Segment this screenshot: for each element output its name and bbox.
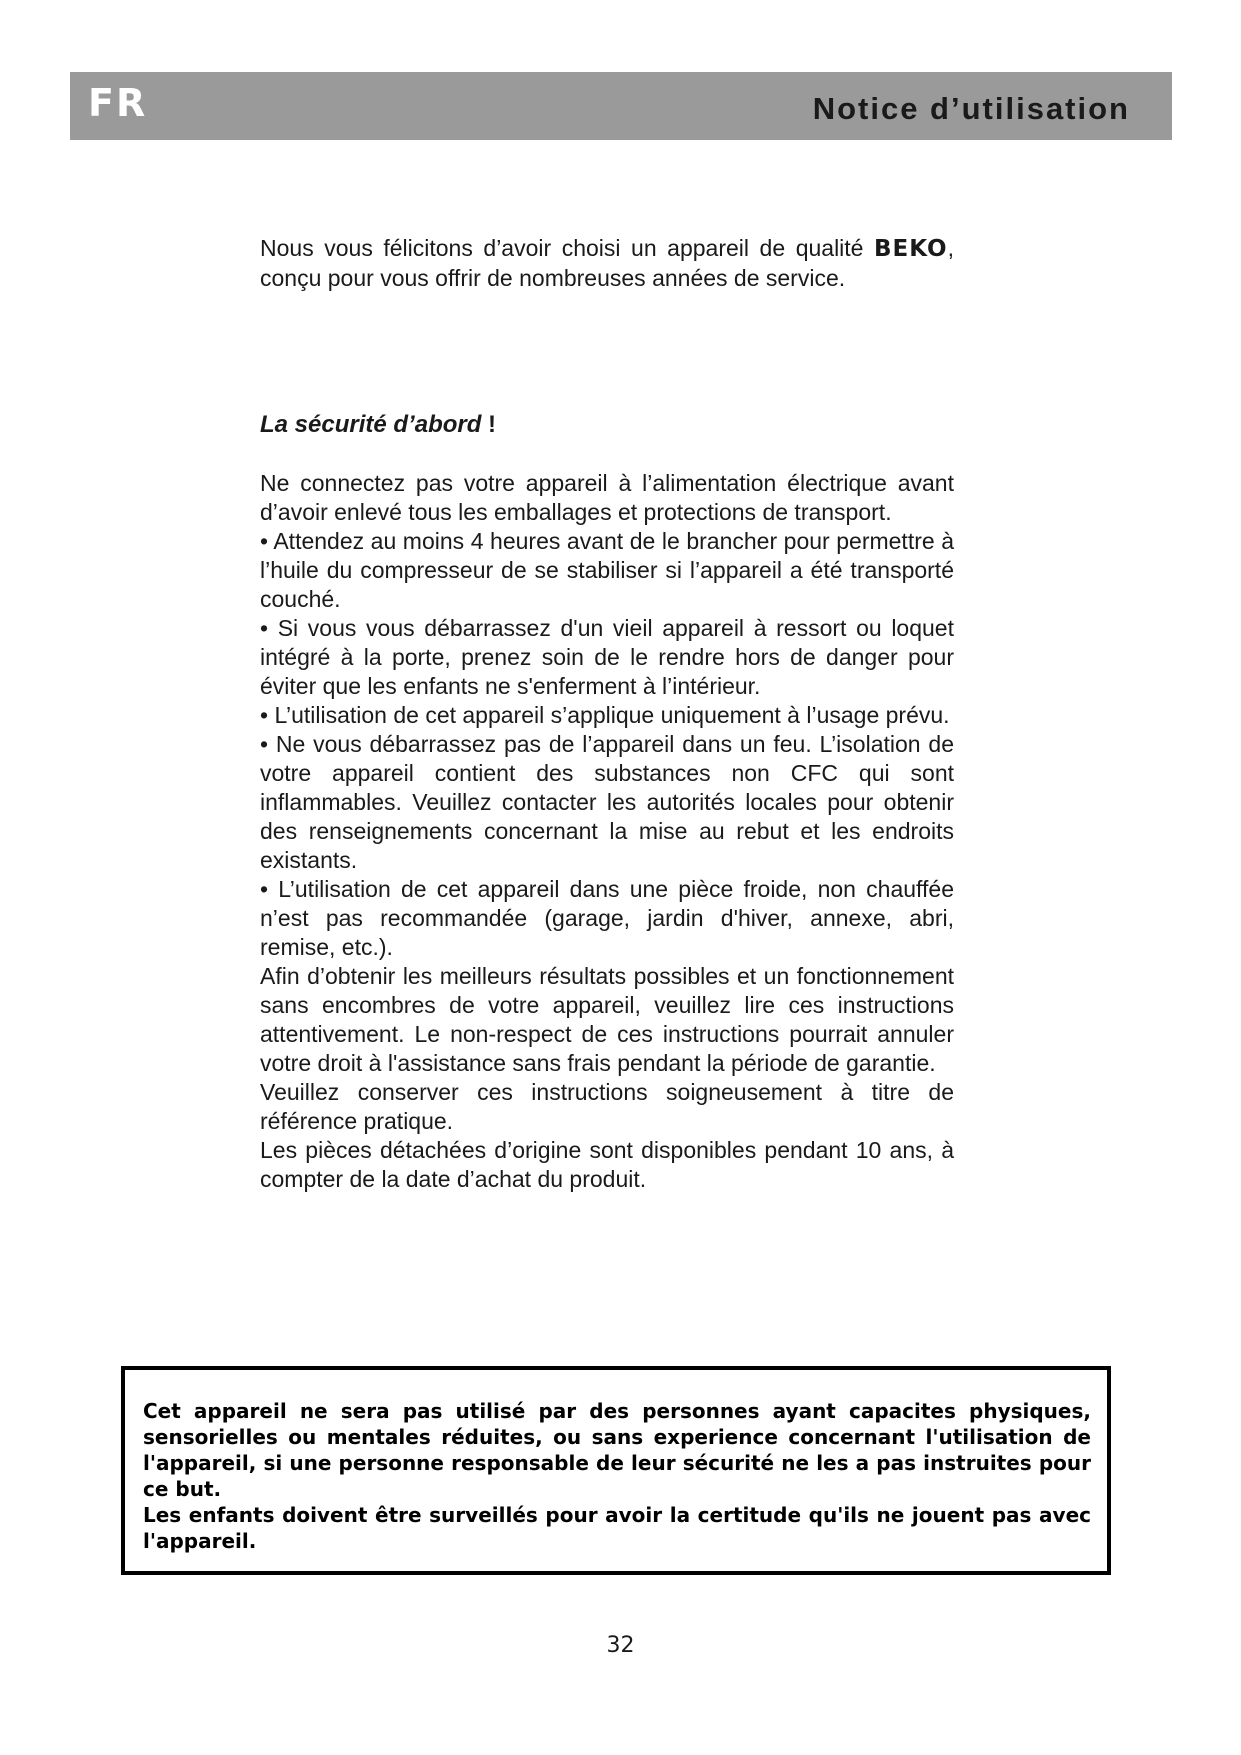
warning-children: Les enfants doivent être surveillés pour avoir la certitude qu'ils ne jouent pas avec l'appareil.: [143, 1503, 1091, 1553]
paragraph-keep-instructions: Veuillez conserver ces instructions soigneusement à titre de référence pratique.: [260, 1079, 954, 1134]
paragraph-unpack: Ne connectez pas votre appareil à l’alimentation électrique avant d’avoir enlevé tous les emballages et protections de transport.: [260, 470, 954, 525]
safety-instructions: [260, 469, 954, 1194]
section-heading: [260, 410, 496, 440]
section-heading-text: La sécurité d’abord: [260, 411, 482, 438]
warning-box: [121, 1366, 1111, 1575]
paragraph-wait-hours: • Attendez au moins 4 heures avant de le brancher pour permettre à l’huile du compresseur de se stabiliser si l’appareil a été transporté couché.: [260, 528, 954, 612]
paragraph-cold-room: • L’utilisation de cet appareil dans une pièce froide, non chauffée n’est pas recommandée (garage, jardin d'hiver, annexe, abri, remise, etc.).: [260, 876, 954, 960]
intro-text-before: Nous vous félicitons d’avoir choisi un appareil de qualité: [260, 235, 875, 261]
header-bar: [70, 72, 1172, 140]
intro-paragraph: [260, 234, 954, 293]
paragraph-intended-use: • L’utilisation de cet appareil s’applique uniquement à l’usage prévu.: [260, 702, 950, 728]
intro-text-after: , conçu pour vous offrir de nombreuses années de service.: [260, 235, 954, 291]
paragraph-old-appliance: • Si vous vous débarrassez d'un vieil appareil à ressort ou loquet intégré à la porte, prenez soin de le rendre hors de danger pour éviter que les enfants ne s'enferment à l’intérieur.: [260, 615, 954, 699]
paragraph-spare-parts: Les pièces détachées d’origine sont disponibles pendant 10 ans, à compter de la date d’achat du produit.: [260, 1137, 954, 1192]
section-heading-suffix: !: [481, 411, 497, 438]
page-number: 32: [606, 1633, 635, 1658]
brand-name: BEKO: [874, 236, 948, 262]
paragraph-read-instructions: Afin d’obtenir les meilleurs résultats possibles et un fonctionnement sans encombres de votre appareil, veuillez lire ces instructions attentivement. Le non-respect de ces instructions pourrait annuler votre droit à l'assistance sans frais pendant la période de garantie.: [260, 963, 954, 1076]
language-code: FR: [88, 81, 148, 125]
paragraph-fire-disposal: • Ne vous débarrassez pas de l’appareil dans un feu. L’isolation de votre appareil contient des substances non CFC qui sont inflammables. Veuillez contacter les autorités locales pour obtenir des renseignements concernant la mise au rebut et les endroits existants.: [260, 731, 954, 873]
manual-title: Notice d’utilisation: [812, 91, 1130, 126]
warning-persons: Cet appareil ne sera pas utilisé par des personnes ayant capacites physiques, sensorielles ou mentales réduites, ou sans experience concernant l'utilisation de l'appareil, si une personne responsable de leur sécurité ne les a pas instruites pour ce but.: [143, 1399, 1091, 1501]
warning-content: [143, 1398, 1091, 1554]
